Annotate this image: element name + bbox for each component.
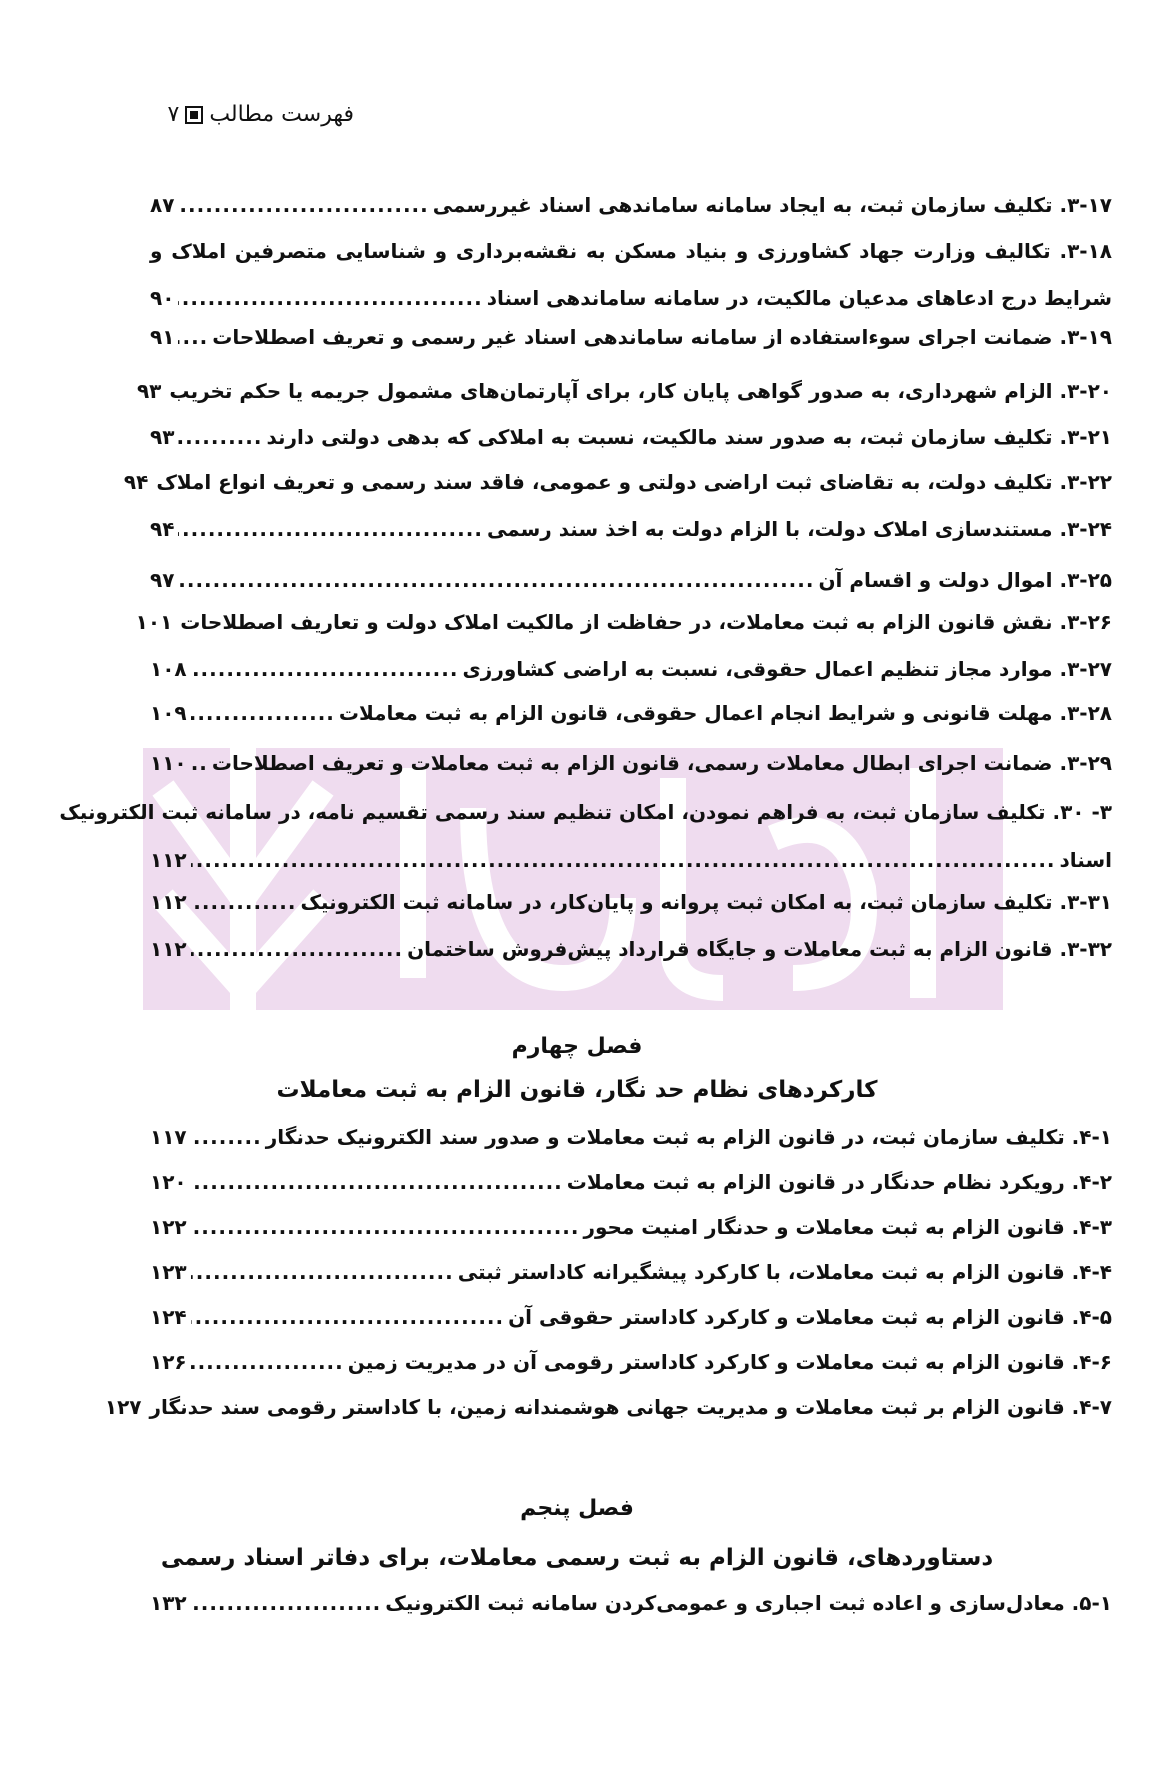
- toc-entry: [150, 425, 1112, 449]
- dot-leader: [191, 1350, 344, 1374]
- toc-entry-title: ۳-۲۱. تکلیف سازمان ثبت، به صدور سند مالکیت، نسبت به املاکی که بدهی دولتی دارند: [266, 425, 1112, 449]
- toc-entry-title: ۴-۱. تکلیف سازمان ثبت، در قانون الزام به ثبت معاملات و صدور سند الکترونیک حدنگار: [265, 1125, 1112, 1149]
- toc-entry-title: ۴-۳. قانون الزام به ثبت معاملات و حدنگار امنیت محور: [583, 1215, 1112, 1239]
- chapter-5-title: دستاوردهای، قانون الزام به ثبت رسمی معاملات، برای دفاتر اسناد رسمی: [160, 1545, 994, 1571]
- toc-entry-title: ۳-۱۷. تکلیف سازمان ثبت، به ایجاد سامانه ساماندهی اسناد غیررسمی: [432, 193, 1112, 217]
- toc-entry-title: شرایط درج ادعاهای مدعیان مالکیت، در سامانه ساماندهی اسناد: [486, 286, 1112, 310]
- toc-entry: [150, 568, 1112, 592]
- toc-entry-page: ۱۰۱: [135, 610, 173, 634]
- dot-leader: [191, 937, 403, 961]
- dot-leader: [178, 568, 814, 592]
- chapter-5-label: فصل پنجم: [520, 1496, 634, 1521]
- toc-entry: [150, 1260, 1112, 1284]
- toc-entry: [150, 193, 1112, 217]
- toc-entry: [150, 1591, 1112, 1615]
- toc-entry-page: ۹۳: [136, 379, 162, 403]
- toc-entry-title: اسناد: [1059, 848, 1112, 872]
- toc-entry: [150, 657, 1112, 681]
- toc-entry-page: ۹۷: [150, 568, 175, 592]
- toc-entry: [150, 1305, 1112, 1329]
- toc-entry-page: ۱۱۲: [150, 937, 187, 961]
- toc-entry-page: ۱۱۷: [150, 1125, 187, 1149]
- toc-entry-page: ۱۳۲: [150, 1591, 187, 1615]
- toc-entry: [136, 379, 1112, 403]
- toc-entry-title: ۳-۳۲. قانون الزام به ثبت معاملات و جایگاه قرارداد پیش‌فروش ساختمان: [407, 937, 1112, 961]
- chapter-4-label: فصل چهارم: [511, 1034, 643, 1059]
- toc-entry-title: ۴-۶. قانون الزام به ثبت معاملات و کارکرد کاداستر رقومی آن در مدیریت زمین: [347, 1350, 1112, 1374]
- toc-entry-title: ۴-۴. قانون الزام به ثبت معاملات، با کارکرد پیشگیرانه کاداستر ثبتی: [457, 1260, 1112, 1284]
- toc-entry-page: ۱۰۹: [150, 701, 187, 725]
- toc-entry-page: ۱۲۲: [150, 1215, 187, 1239]
- toc-entry-page: ۱۲۰: [150, 1170, 187, 1194]
- toc-entry-title: ۳- ۳۰. تکلیف سازمان ثبت، به فراهم نمودن، امکان تنظیم سند رسمی تقسیم نامه، در سامانه ثبت الکترونیک: [59, 800, 1112, 824]
- toc-entry-page: ۱۲۴: [150, 1305, 187, 1329]
- dot-leader: [191, 701, 335, 725]
- toc-entry: [150, 701, 1112, 725]
- toc-entry-page: ۱۱۲: [150, 848, 187, 872]
- toc-entry-page: ۱۱۰: [150, 751, 187, 775]
- toc-entry: [135, 610, 1112, 634]
- toc-entry: [150, 1125, 1112, 1149]
- toc-entry: [150, 890, 1112, 914]
- dot-leader: [191, 1305, 504, 1329]
- toc-entry: [150, 1170, 1112, 1194]
- toc-entry-page: ۹۴: [150, 517, 175, 541]
- toc-entry-title: ۴-۵. قانون الزام به ثبت معاملات و کارکرد کاداستر حقوقی آن: [508, 1305, 1112, 1329]
- toc-entry: [150, 286, 1112, 310]
- toc-entry: [150, 848, 1112, 872]
- toc-entry-page: ۹۰: [150, 286, 175, 310]
- dot-leader: [178, 286, 482, 310]
- dot-leader: [178, 517, 483, 541]
- toc-entry: [150, 1350, 1112, 1374]
- toc-entry-title: ۵-۱. معادل‌سازی و اعاده ثبت اجباری و عمومی‌کردن سامانه ثبت الکترونیک: [385, 1591, 1112, 1615]
- toc-entry-title: ۳-۱۹. ضمانت اجرای سوءاستفاده از سامانه ساماندهی اسناد غیر رسمی و تعریف اصطلاحات: [212, 325, 1112, 349]
- toc-entry-page: ۱۲۳: [150, 1260, 187, 1284]
- toc-entry-title: ۳-۲۲. تکلیف دولت، به تقاضای ثبت اراضی دولتی و عمومی، فاقد سند رسمی و تعریف انواع املاک: [156, 470, 1112, 494]
- toc-entry-page: ۱۰۸: [150, 657, 187, 681]
- dot-leader: [191, 1215, 580, 1239]
- toc-entry-title: ۴-۷. قانون الزام بر ثبت معاملات و مدیریت جهانی هوشمندانه زمین، با کاداستر رقومی سند حدنگار: [149, 1395, 1112, 1419]
- toc-entry-title: ۳-۲۷. موارد مجاز تنظیم اعمال حقوقی، نسبت به اراضی کشاورزی: [462, 657, 1112, 681]
- dot-leader: [191, 890, 297, 914]
- toc-entry-page: ۸۷: [150, 193, 175, 217]
- square-bullet-icon: [185, 106, 203, 124]
- toc-entry: [123, 470, 1112, 494]
- toc-entry-title: ۳-۲۸. مهلت قانونی و شرایط انجام اعمال حقوقی، قانون الزام به ثبت معاملات: [338, 701, 1112, 725]
- toc-entry: [150, 937, 1112, 961]
- running-header: [168, 102, 355, 127]
- dot-leader: [178, 425, 262, 449]
- header-page-number: ۷: [167, 102, 180, 127]
- toc-entry: [59, 800, 1112, 824]
- dot-leader: [191, 751, 208, 775]
- toc-entry-page: ۹۳: [150, 425, 175, 449]
- toc-entry-title: ۳-۲۰. الزام شهرداری، به صدور گواهی پایان کار، برای آپارتمان‌های مشمول جریمه یا حکم تخریب: [169, 379, 1112, 403]
- toc-entry-title: ۳-۲۶. نقش قانون الزام به ثبت معاملات، در حفاظت از مالکیت املاک دولت و تعاریف اصطلاحات: [180, 610, 1112, 634]
- dot-leader: [178, 193, 428, 217]
- toc-entry: [150, 325, 1112, 349]
- toc-entry-page: ۱۲۷: [104, 1395, 142, 1419]
- toc-entry-page: ۱۲۶: [150, 1350, 187, 1374]
- toc-entry-page: ۹۴: [123, 470, 149, 494]
- dot-leader: [191, 1170, 563, 1194]
- toc-entry-page: ۹۱: [150, 325, 175, 349]
- toc-entry-page: ۱۱۲: [150, 890, 187, 914]
- dot-leader: [191, 1591, 382, 1615]
- toc-entry: [150, 1215, 1112, 1239]
- dot-leader: [191, 848, 1056, 872]
- dot-leader: [191, 1125, 262, 1149]
- toc-entry: [150, 239, 1112, 263]
- toc-entry-title: ۳-۲۴. مستندسازی املاک دولت، با الزام دولت به اخذ سند رسمی: [486, 517, 1112, 541]
- publisher-watermark: [143, 748, 1003, 1010]
- dot-leader: [178, 325, 208, 349]
- toc-entry: [150, 751, 1112, 775]
- dot-leader: [191, 657, 459, 681]
- toc-entry-title: ۳-۱۸. تکالیف وزارت جهاد کشاورزی و بنیاد مسکن به نقشه‌برداری و شناسایی متصرفین املاک و: [150, 239, 1112, 263]
- toc-entry-title: ۴-۲. رویکرد نظام حدنگار در قانون الزام به ثبت معاملات: [566, 1170, 1112, 1194]
- toc-entry: [150, 517, 1112, 541]
- toc-entry-title: ۳-۲۹. ضمانت اجرای ابطال معاملات رسمی، قانون الزام به ثبت معاملات و تعریف اصطلاحات: [211, 751, 1112, 775]
- chapter-4-title: کارکردهای نظام حد نگار، قانون الزام به ثبت معاملات: [276, 1077, 878, 1103]
- dot-leader: [191, 1260, 454, 1284]
- toc-entry-title: ۳-۲۵. اموال دولت و اقسام آن: [818, 568, 1112, 592]
- header-title: فهرست مطالب: [209, 102, 354, 127]
- toc-entry: [104, 1395, 1112, 1419]
- toc-entry-title: ۳-۳۱. تکلیف سازمان ثبت، به امکان ثبت پروانه و پایان‌کار، در سامانه ثبت الکترونیک: [300, 890, 1112, 914]
